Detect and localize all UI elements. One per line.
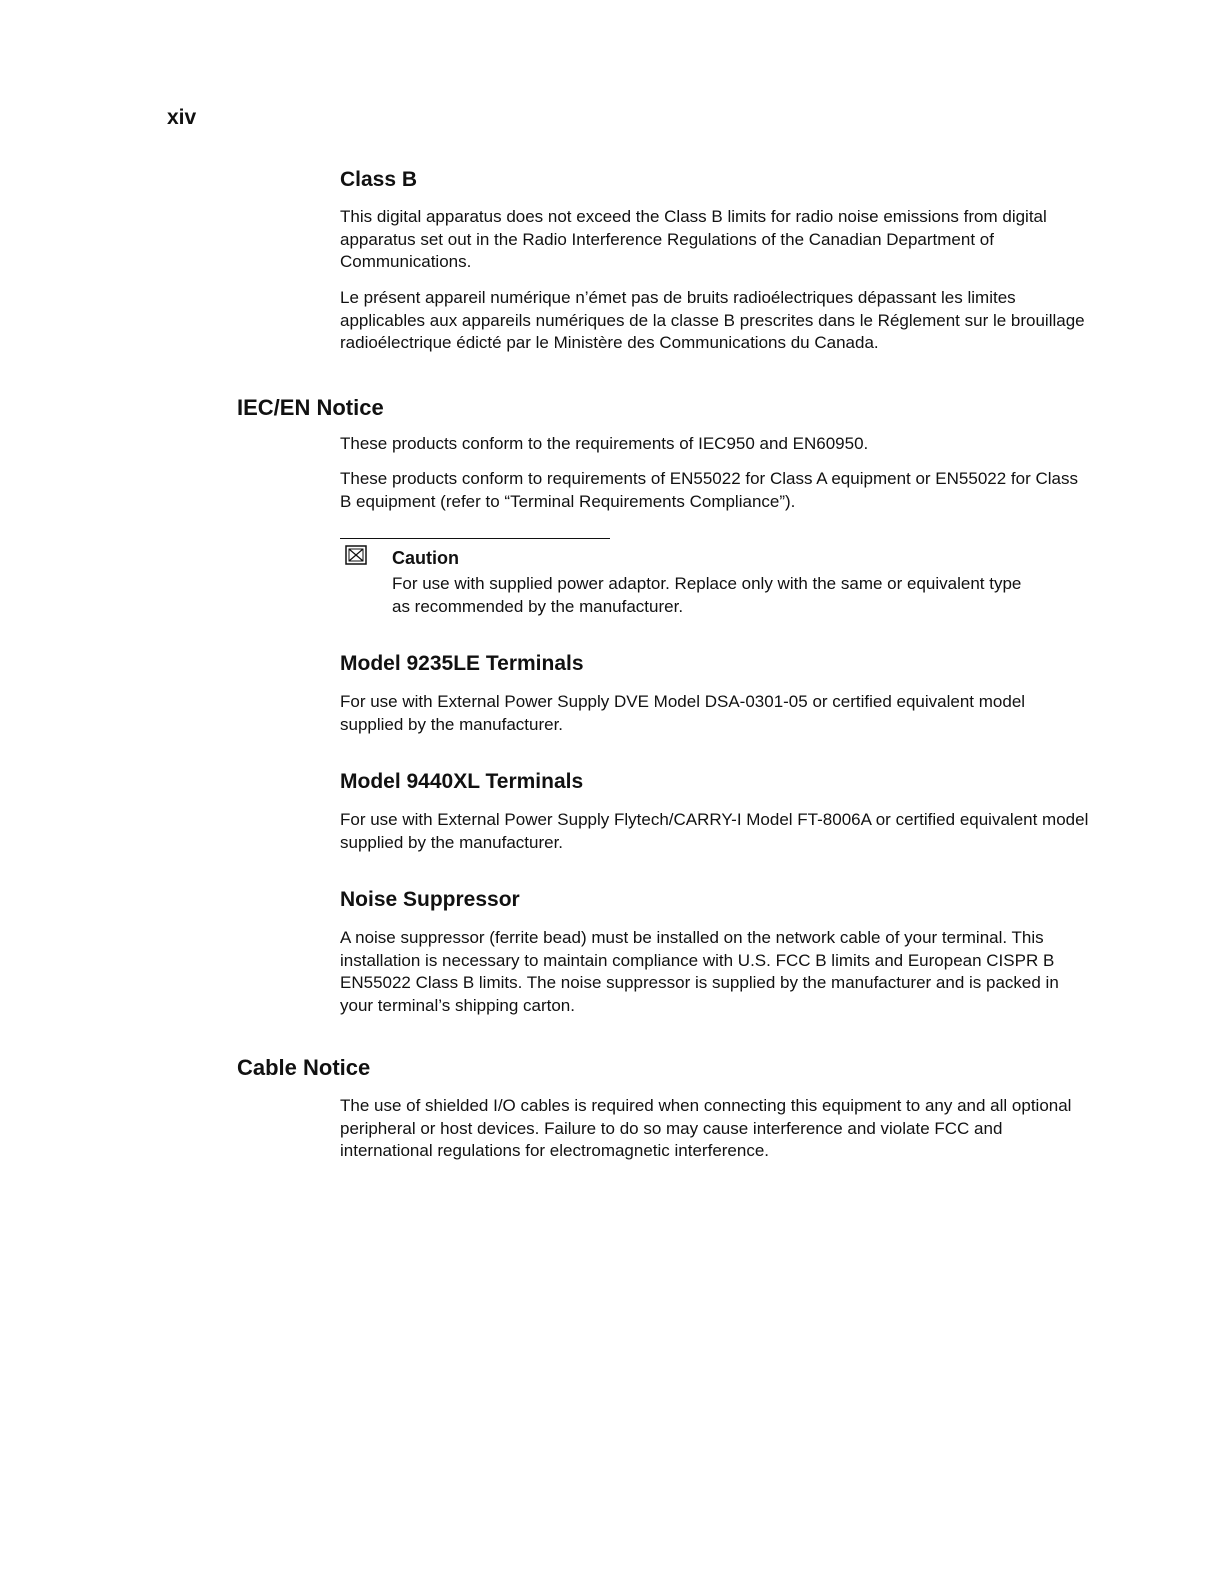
cable-notice-heading: Cable Notice [237,1055,371,1080]
class-b-paragraph-en: This digital apparatus does not exceed the Class B limits for radio noise emissions from digital apparatus set out in the Radio Interference Regulations of the Canadian Department of Communications. [340,207,1047,271]
page-number: xiv [167,106,197,129]
class-b-heading: Class B [340,168,418,191]
caution-divider [340,538,610,539]
noise-suppressor-text: A noise suppressor (ferrite bead) must be installed on the network cable of your terminal. This installation is necessary to maintain compliance with U.S. FCC B limits and European CISPR B EN55022 Class B limits. The noise suppressor is supplied by the manufacturer and is packed in your terminal’s shipping carton. [340,928,1059,1015]
iec-en-paragraph-2: These products conform to requirements of EN55022 for Class A equipment or EN55022 for Class B equipment (refer to “Terminal Requirements Compliance”). [340,469,1078,511]
iec-en-heading: IEC/EN Notice [237,395,384,420]
caution-title: Caution [392,548,459,568]
noise-suppressor-heading: Noise Suppressor [340,888,520,911]
cable-notice-text: The use of shielded I/O cables is required when connecting this equipment to any and all optional peripheral or host devices. Failure to do so may cause interference and violate FCC and international regulations for electromagnetic interference. [340,1096,1072,1160]
caution-icon [345,545,367,565]
iec-en-paragraph-1: These products conform to the requirements of IEC950 and EN60950. [340,434,869,453]
model-9235le-text: For use with External Power Supply DVE Model DSA-0301-05 or certified equivalent model supplied by the manufacturer. [340,692,1026,734]
class-b-paragraph-fr: Le présent appareil numérique n’émet pas de bruits radioélectriques dépassant les limites applicables aux appareils numériques de la classe B prescrites dans le Réglement sur le brouillage radioélectrique édicté par le Ministère des Communications du Canada. [340,288,1085,352]
model-9440xl-text: For use with External Power Supply Flytech/CARRY-I Model FT-8006A or certified equivalent model supplied by the manufacturer. [340,810,1089,852]
caution-text: For use with supplied power adaptor. Replace only with the same or equivalent type as recommended by the manufacturer. [392,574,1022,616]
model-9235le-heading: Model 9235LE Terminals [340,652,584,675]
model-9440xl-heading: Model 9440XL Terminals [340,770,584,793]
